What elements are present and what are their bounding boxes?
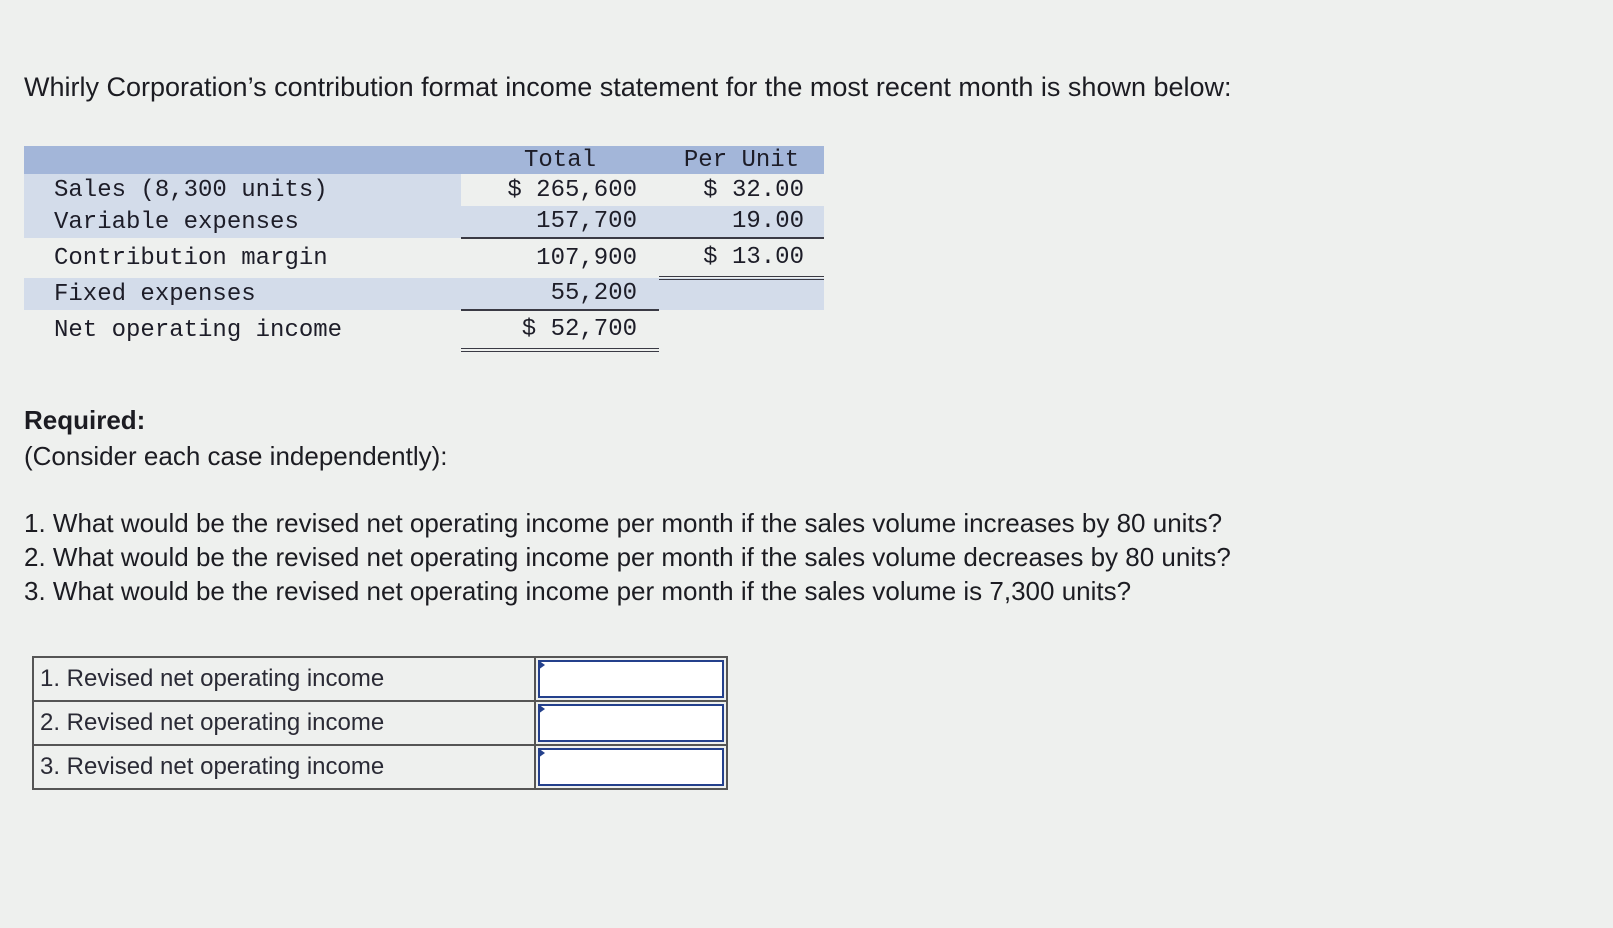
- statement-header-blank: [24, 146, 461, 174]
- answer-row-3: [33, 745, 727, 789]
- input-marker-icon: [538, 704, 545, 714]
- answer-2-input[interactable]: [538, 704, 724, 742]
- row-total: 157,700: [461, 206, 659, 238]
- answer-row-1: [33, 657, 727, 701]
- input-marker-icon: [538, 748, 545, 758]
- row-label: Sales (8,300 units): [24, 174, 461, 206]
- row-label: Net operating income: [54, 316, 343, 344]
- problem-intro: Whirly Corporation’s contribution format income statement for the most recent month is shown below:: [24, 72, 1232, 102]
- row-per-unit: $ 13.00: [659, 238, 824, 278]
- income-statement-table: [24, 146, 824, 352]
- answer-1-input[interactable]: [538, 660, 724, 698]
- statement-row-net-operating-income: [24, 310, 824, 350]
- statement-header-per-unit: Per Unit: [659, 146, 824, 174]
- statement-row-variable-expenses: [24, 206, 824, 238]
- answer-3-input[interactable]: [538, 748, 724, 786]
- answer-cell: [535, 745, 727, 789]
- answer-label: 2. Revised net operating income: [33, 701, 535, 745]
- row-label: Fixed expenses: [24, 278, 461, 310]
- row-per-unit: [659, 278, 824, 310]
- row-per-unit: $ 32.00: [703, 176, 804, 204]
- statement-row-sales: [24, 174, 824, 206]
- answer-table: [32, 656, 728, 790]
- question-3: 3. What would be the revised net operating income per month if the sales volume is 7,300 units?: [24, 576, 1132, 606]
- row-total: $ 265,600: [507, 176, 637, 204]
- answer-row-2: [33, 701, 727, 745]
- row-label: Variable expenses: [24, 206, 461, 238]
- answer-cell: [535, 657, 727, 701]
- required-section: [24, 402, 447, 474]
- answer-label: 3. Revised net operating income: [33, 745, 535, 789]
- row-total: $ 52,700: [461, 310, 659, 350]
- question-1: 1. What would be the revised net operating income per month if the sales volume increases by 80 units?: [24, 508, 1223, 538]
- row-total: 55,200: [461, 278, 659, 310]
- statement-row-fixed-expenses: [24, 278, 824, 310]
- row-per-unit: 19.00: [659, 206, 824, 238]
- question-list: [24, 506, 1231, 608]
- row-per-unit: [659, 310, 824, 350]
- answer-label: 1. Revised net operating income: [33, 657, 535, 701]
- row-total: 107,900: [536, 245, 637, 272]
- input-marker-icon: [538, 660, 545, 670]
- question-2: 2. What would be the revised net operating income per month if the sales volume decreases by 80 units?: [24, 542, 1231, 572]
- statement-row-contribution-margin: [24, 238, 824, 278]
- row-label: Contribution margin: [54, 244, 328, 272]
- required-note: (Consider each case independently):: [24, 441, 448, 471]
- required-title: Required:: [24, 405, 146, 435]
- statement-header-total: Total: [461, 146, 659, 174]
- answer-cell: [535, 701, 727, 745]
- statement-header-row: [24, 146, 824, 174]
